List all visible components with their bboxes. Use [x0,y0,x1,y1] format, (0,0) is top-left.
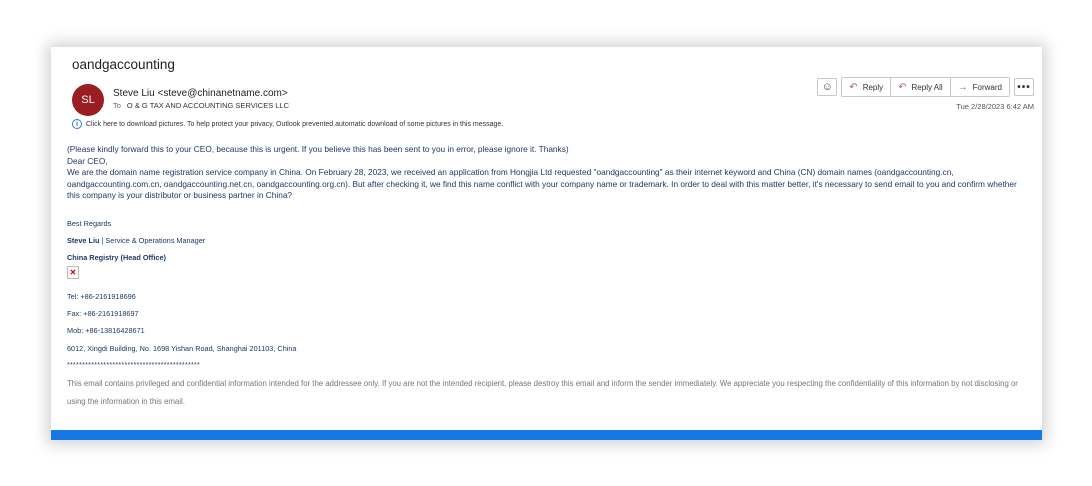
email-reading-pane [51,47,1042,440]
forward-button[interactable] [950,78,1009,96]
reply-all-label: Reply All [911,82,943,92]
reply-button[interactable] [842,78,890,96]
recipient-name[interactable]: O & G TAX AND ACCOUNTING SERVICES LLC [126,101,290,110]
forward-request-text: (Please kindly forward this to your CEO, because this is urgent. If you believe this has been sent to you in error, please ignore it. Thanks) [67,144,569,154]
info-icon: i [72,119,82,129]
signature-separator: | [99,236,106,245]
broken-image-placeholder[interactable] [67,266,79,279]
signature-title: Service & Operations Manager [105,236,206,245]
download-pictures-bar[interactable] [72,119,503,129]
signature-fax: Fax: +86-2161918697 [67,309,139,318]
signature-company [67,253,166,262]
body-paragraph: We are the domain name registration service company in China. On February 28, 2023, we received an application from Hongjia Ltd requested "oandgaccounting" as their internet keyword and China (CN) domain names (oandgaccounting.cn, oandgaccounting.com.cn, oandgaccounting.net.cn, oandgaccounting.org.cn). But after checking it, we find this name conflict with your company name or trademark. In order to deal with this matter better, it's necessary to send email to you and confirm whether this company is your distributor or business partner in China? [67,167,1017,201]
message-body [67,144,1027,202]
forward-label: Forward [972,82,1002,92]
sender-avatar[interactable]: SL [72,84,104,116]
more-actions-button[interactable]: ••• [1014,78,1034,96]
reply-all-button[interactable] [890,78,950,96]
recipient-line [113,101,289,110]
signature-company-name: China Registry (Head Office) [67,253,166,262]
signature-address: 6012, Xingdi Building, No. 1698 Yishan Road, Shanghai 201103, China [67,344,297,353]
email-subject: oandgaccounting [72,57,175,72]
signature-tel: Tel: +86-2161918696 [67,292,136,301]
emoji-reaction-button[interactable] [817,78,837,96]
signature-mob: Mob: +86-13816428671 [67,326,145,335]
to-label: To [113,101,121,110]
reply-arrow-icon: ↶ [849,81,858,93]
bottom-accent-bar [51,430,1042,440]
reply-all-arrow-icon: ↶ [898,81,907,93]
forward-arrow-icon: → [957,81,968,93]
signature-regards: Best Regards [67,219,112,228]
received-date: Tue 2/28/2023 6:42 AM [956,102,1034,111]
greeting-text: Dear CEO, [67,155,108,166]
message-toolbar [817,77,1034,97]
smiley-icon: ☺ [821,81,833,93]
signature-name: Steve Liu [67,236,100,245]
reply-button-group [841,77,1010,97]
broken-image-icon: ✕ [69,267,77,277]
signature-name-line [67,236,205,245]
reply-label: Reply [862,82,884,92]
signature-divider: ******************************************** [67,362,201,369]
sender-name[interactable]: Steve Liu <steve@chinanetname.com> [113,88,288,99]
confidentiality-disclaimer: This email contains privileged and confidential information intended for the addressee only. If you are not the intended recipient, please destroy this email and inform the sender immediately. We appreciate you respecting the confidentiality of this information by not disclosing or using the information in this email. [67,379,1018,406]
download-pictures-message[interactable]: Click here to download pictures. To help protect your privacy, Outlook prevented automatic download of some pictures in this message. [86,120,504,128]
